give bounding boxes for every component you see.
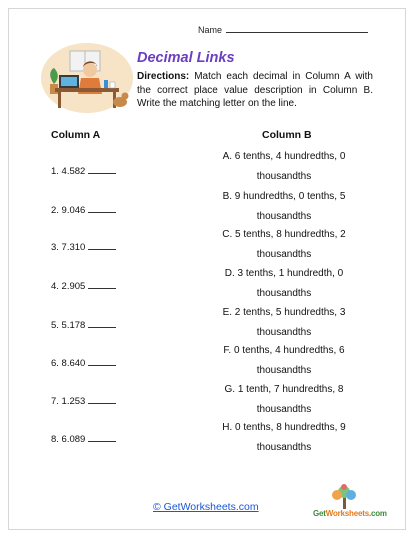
answer-blank[interactable] xyxy=(88,397,116,404)
getworksheets-link[interactable]: © GetWorksheets.com xyxy=(153,501,259,513)
name-label: Name xyxy=(198,25,223,35)
decimal-value: 8. 6.089 xyxy=(51,434,86,445)
description-line-2: thousandths xyxy=(256,365,312,376)
student-at-desk-illustration xyxy=(40,42,134,114)
description-line-1: B. 9 hundredths, 0 tenths, 5 xyxy=(222,191,346,202)
logo-text-worksheets: Worksheets xyxy=(325,509,369,518)
column-a-item xyxy=(51,358,116,369)
description-line-2: thousandths xyxy=(256,442,312,453)
column-b-item xyxy=(198,147,370,187)
column-a-item xyxy=(51,396,116,407)
answer-blank[interactable] xyxy=(88,435,116,442)
worksheet-title: Decimal Links xyxy=(137,50,235,66)
name-blank-line[interactable] xyxy=(226,24,368,33)
column-b-item xyxy=(198,380,370,420)
description-line-1: C. 5 tenths, 8 hundredths, 2 xyxy=(222,229,346,240)
answer-blank[interactable] xyxy=(88,167,116,174)
column-a-item xyxy=(51,166,116,177)
name-field[interactable] xyxy=(198,24,368,35)
description-line-1: G. 1 tenth, 7 hundredths, 8 xyxy=(224,384,344,395)
description-line-1: D. 3 tenths, 1 hundredth, 0 xyxy=(224,268,344,279)
description-line-2: thousandths xyxy=(256,404,312,415)
description-line-1: E. 2 tenths, 5 hundredths, 3 xyxy=(222,307,346,318)
answer-blank[interactable] xyxy=(88,359,116,366)
decimal-value: 6. 8.640 xyxy=(51,358,86,369)
description-line-2: thousandths xyxy=(256,288,312,299)
directions-text: Match each decimal in Column A with the correct place value description in Column B. Write the matching letter on the line. xyxy=(137,71,373,109)
decimal-value: 5. 5.178 xyxy=(51,320,86,331)
logo-text xyxy=(313,509,387,518)
directions-label: Directions: xyxy=(137,71,190,82)
description-line-2: thousandths xyxy=(256,249,312,260)
description-line-2: thousandths xyxy=(256,327,312,338)
description-line-2: thousandths xyxy=(256,171,312,182)
column-a-item xyxy=(51,242,116,253)
decimal-value: 7. 1.253 xyxy=(51,396,86,407)
column-b-item xyxy=(198,303,370,343)
answer-blank[interactable] xyxy=(88,206,116,213)
column-a-item xyxy=(51,434,116,445)
decimal-value: 1. 4.582 xyxy=(51,166,86,177)
column-a-item xyxy=(51,281,116,292)
decimal-value: 4. 2.905 xyxy=(51,281,86,292)
decimal-value: 2. 9.046 xyxy=(51,205,86,216)
column-b-item xyxy=(198,225,370,265)
decimal-value: 3. 7.310 xyxy=(51,242,86,253)
logo-text-com: .com xyxy=(368,509,387,518)
column-b-heading: Column B xyxy=(262,129,312,141)
answer-blank[interactable] xyxy=(88,321,116,328)
directions xyxy=(137,70,373,111)
answer-blank[interactable] xyxy=(88,282,116,289)
column-a-item xyxy=(51,320,116,331)
description-line-2: thousandths xyxy=(256,211,312,222)
answer-blank[interactable] xyxy=(88,243,116,250)
column-b-item xyxy=(198,187,370,227)
column-a-item xyxy=(51,205,116,216)
column-b-item xyxy=(198,264,370,304)
description-line-1: A. 6 tenths, 4 hundredths, 0 xyxy=(222,151,346,162)
column-a-heading: Column A xyxy=(51,129,101,141)
logo-text-get: Get xyxy=(313,509,326,518)
description-line-1: F. 0 tenths, 4 hundredths, 6 xyxy=(223,345,345,356)
description-line-1: H. 0 tenths, 8 hundredths, 9 xyxy=(222,422,346,433)
column-b-item xyxy=(198,341,370,381)
column-b-item xyxy=(198,418,370,458)
